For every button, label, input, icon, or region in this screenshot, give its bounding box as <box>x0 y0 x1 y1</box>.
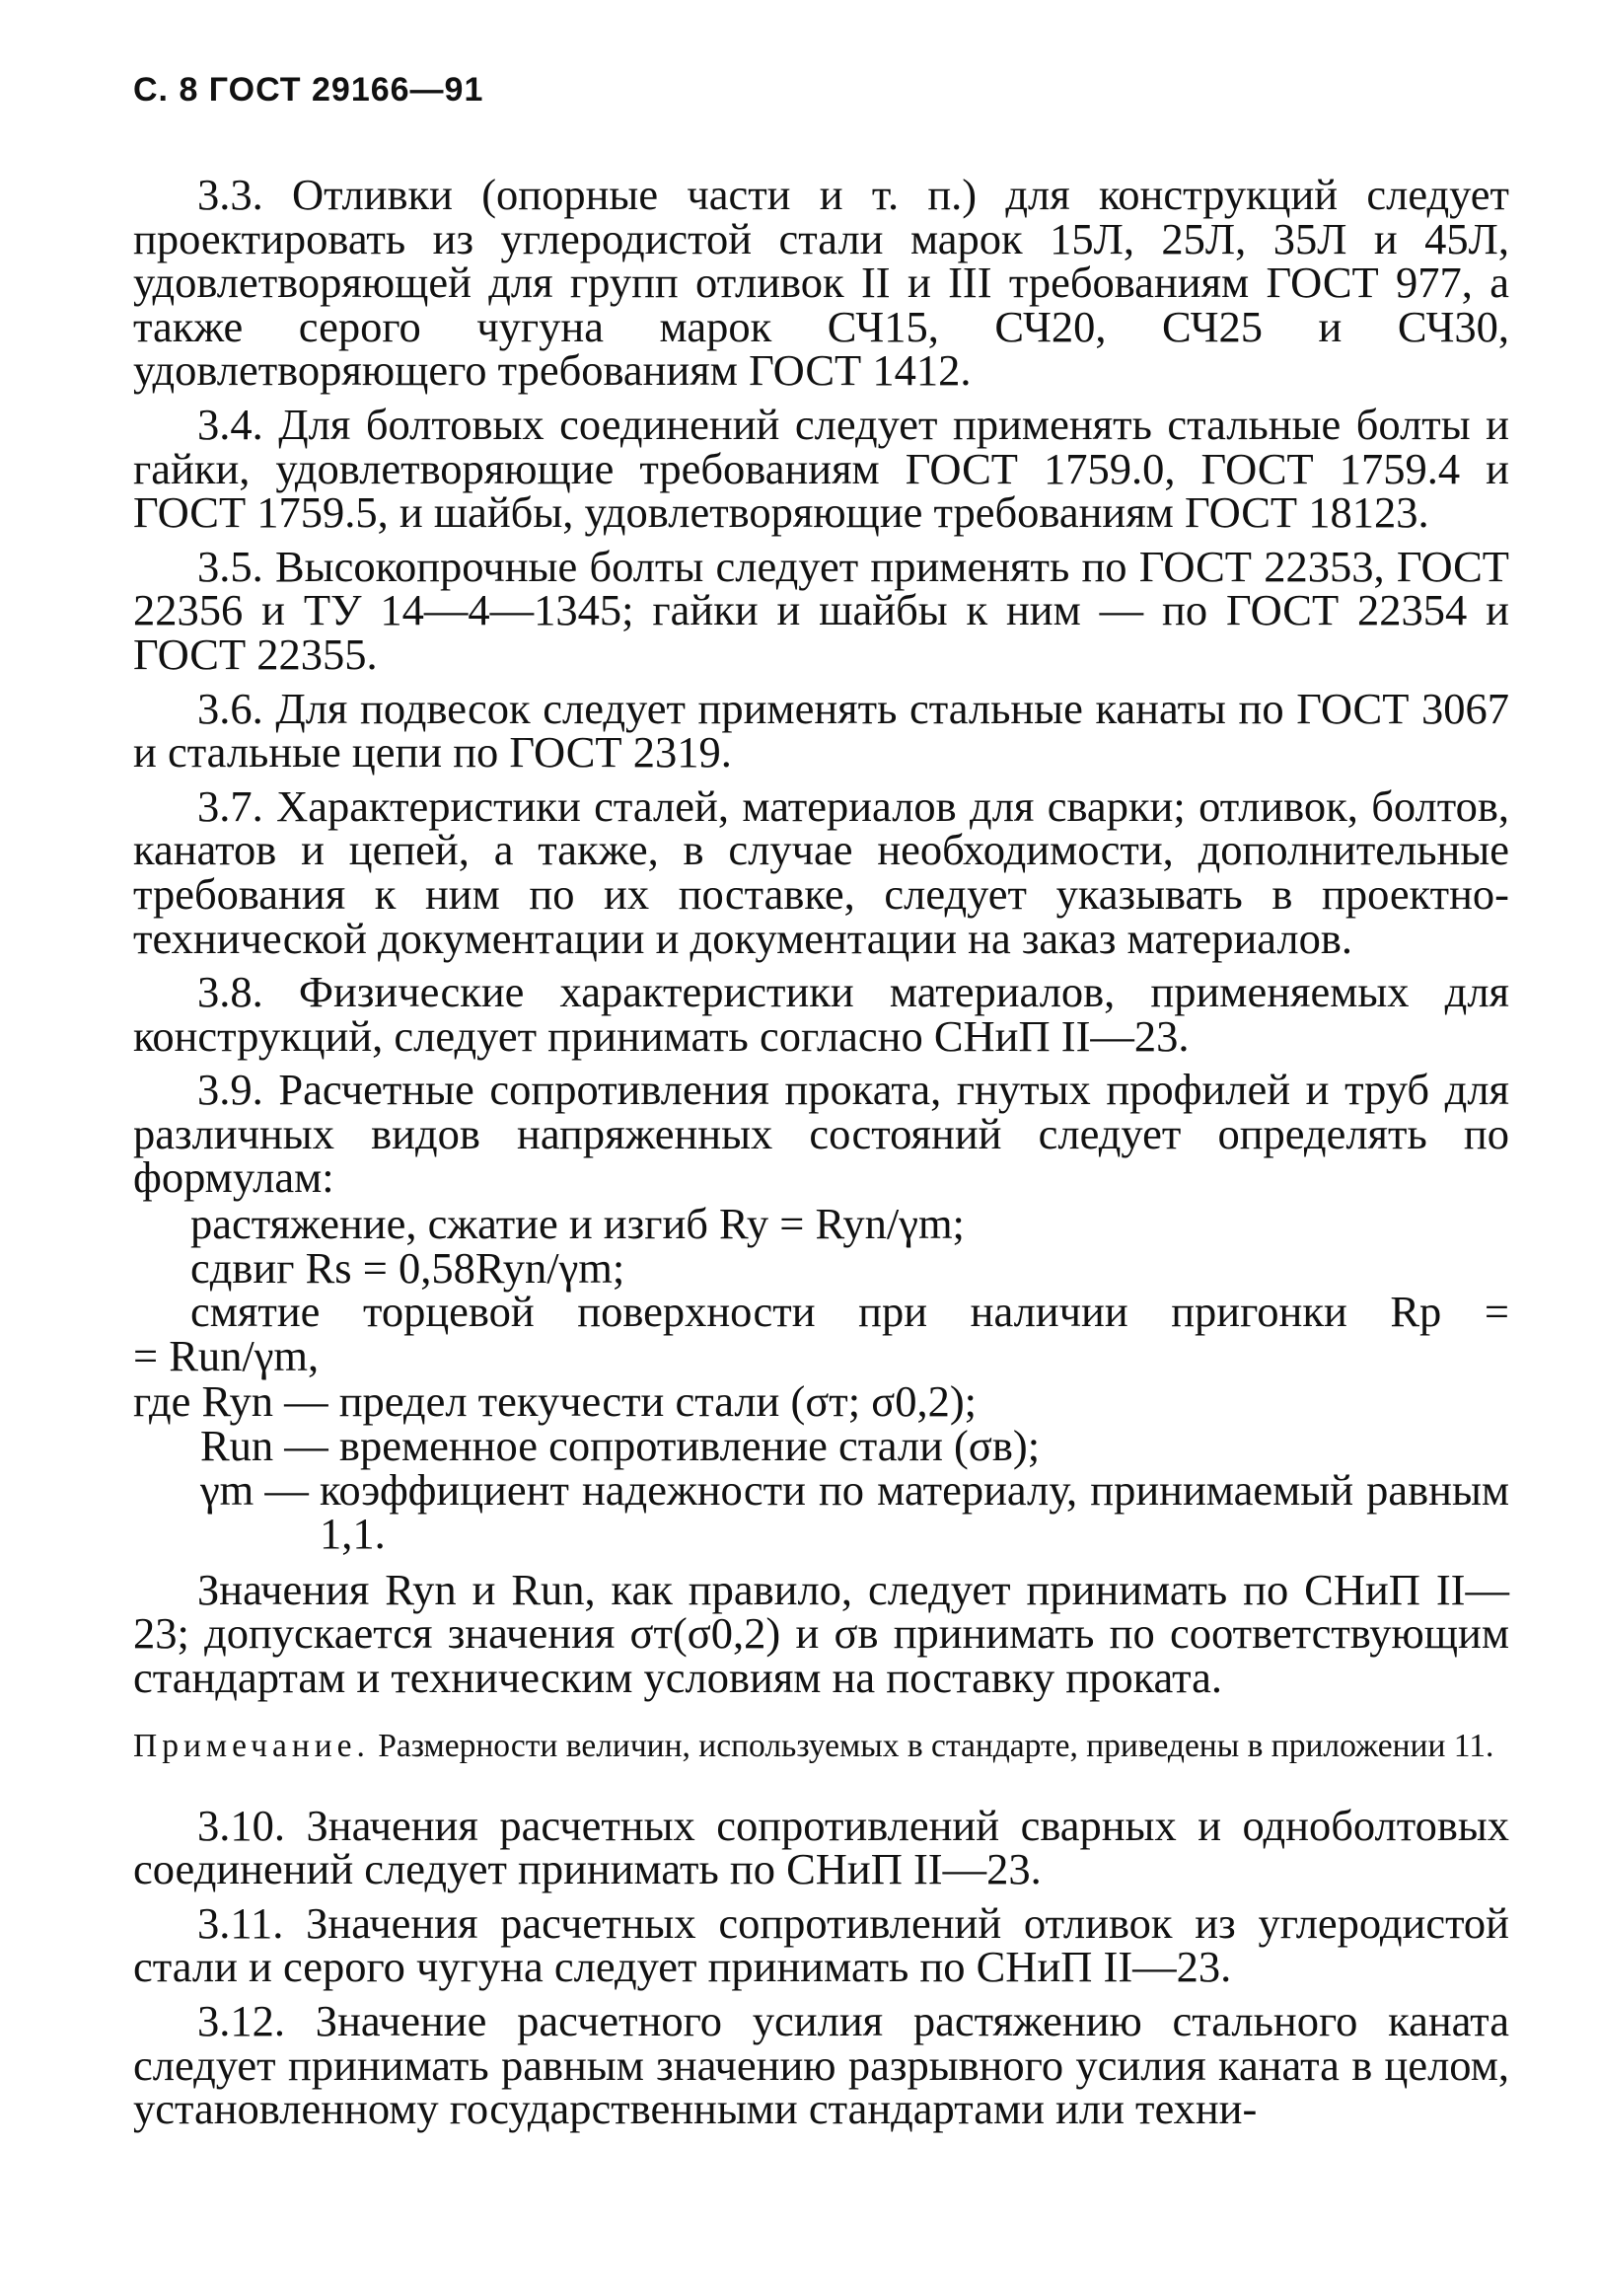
formula-bearing-line-2: = Run/γm, <box>133 1330 320 1380</box>
definition-gamma-text: коэффициент надежности по материалу, принимаемый равным 1,1. <box>320 1464 1509 1559</box>
paragraph-3-10: 3.10. Значения расчетных сопротивлений сварных и одноболтовых соединений следует принимать по СНиП II—23. <box>133 1800 1509 1894</box>
definition-run: Run — временное сопротивление стали (σв); <box>200 1421 1041 1471</box>
paragraph-3-12: 3.12. Значение расчетного усилия растяжению стального каната следует принимать равным значению разрывного усилия каната в целом, установленному государственными стандартами или техни- <box>133 1995 1509 2134</box>
definition-ryn: где Ryn — предел текучести стали (σт; σ0,2); <box>133 1376 978 1427</box>
paragraph-3-8: 3.8. Физические характеристики материалов, применяемых для конструкций, следует принимать согласно СНиП II—23. <box>133 967 1509 1061</box>
paragraph-3-6: 3.6. Для подвесок следует применять стальные канаты по ГОСТ 3067 и стальные цепи по ГОСТ 2319. <box>133 683 1509 778</box>
formula-bearing-line-1: смятие торцевой поверхности при наличии пригонки Rp = <box>190 1287 1509 1337</box>
note-label: Примечание. <box>133 1727 370 1764</box>
definition-gamma-symbol: γm — <box>200 1464 321 1515</box>
formula-shear: сдвиг Rs = 0,58Ryn/γm; <box>190 1242 625 1293</box>
definition-gamma <box>133 1464 1509 1559</box>
running-header: С. 8 ГОСТ 29166—91 <box>133 71 484 109</box>
paragraph-3-11: 3.11. Значения расчетных сопротивлений отливок из углеродистой стали и серого чугуна следует принимать по СНиП II—23. <box>133 1897 1509 1992</box>
paragraph-3-9-values: Значения Ryn и Run, как правило, следует принимать по СНиП II—23; допускается значения σт(σ0,2) и σв принимать по соответствующим стандартам и техническим условиям на поставку проката. <box>133 1564 1509 1702</box>
note-text: Размерности величин, используемых в стандарте, приведены в приложении 11. <box>378 1727 1494 1764</box>
paragraph-3-4: 3.4. Для болтовых соединений следует применять стальные болты и гайки, удовлетворяющие требованиям ГОСТ 1759.0, ГОСТ 1759.4 и ГОСТ 1759.5, и шайбы, удовлетворяющие требованиям ГОСТ 18123. <box>133 399 1509 538</box>
note <box>133 1728 1509 1764</box>
paragraph-3-7: 3.7. Характеристики сталей, материалов для сварки; отливок, болтов, канатов и цепей, а также, в случае необходимости, дополнительные требования к ним по их поставке, следует указывать в проектно-технической документации и документации на заказ материалов. <box>133 780 1509 963</box>
definitions-block <box>133 1376 1509 1559</box>
paragraph-3-9: 3.9. Расчетные сопротивления проката, гнутых профилей и труб для различных видов напряженных состояний следует определять по формулам: <box>133 1065 1509 1203</box>
paragraph-3-5: 3.5. Высокопрочные болты следует применять по ГОСТ 22353, ГОСТ 22356 и ТУ 14—4—1345; гайки и шайбы к ним — по ГОСТ 22354 и ГОСТ 22355. <box>133 541 1509 679</box>
paragraph-3-3: 3.3. Отливки (опорные части и т. п.) для конструкций следует проектировать из углеродистой стали марок 15Л, 25Л, 35Л и 45Л, удовлетворяющей для групп отливок II и III требованиям ГОСТ 977, а также серого чугуна марок СЧ15, СЧ20, СЧ25 и СЧ30, удовлетворяющего требованиям ГОСТ 1412. <box>133 170 1509 396</box>
formula-tension: растяжение, сжатие и изгиб Ry = Ryn/γm; <box>190 1199 965 1249</box>
